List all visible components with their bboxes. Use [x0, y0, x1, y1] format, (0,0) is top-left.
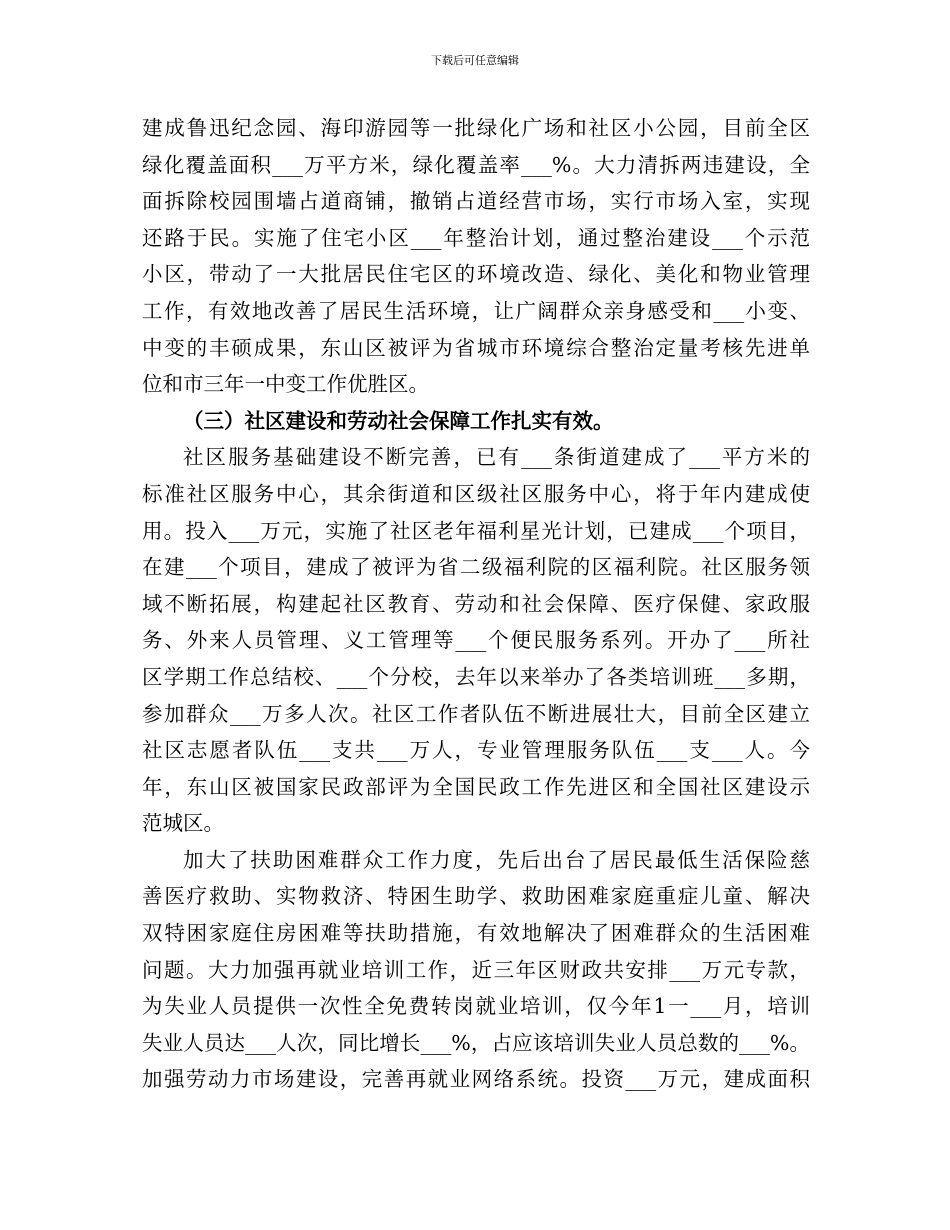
text-line: 用。投入___万元，实施了社区老年福利星光计划，已建成___个项目，	[142, 518, 810, 543]
text-line: 中变的丰硕成果，东山区被评为省城市环境综合整治定量考核先进单	[142, 335, 810, 360]
text-line: 区学期工作总结校、___个分校，去年以来举办了各类培训班___多期，	[142, 664, 810, 689]
document-body	[142, 110, 810, 1098]
text-line: 务、外来人员管理、义工管理等___个便民服务系列。开办了___所社	[142, 628, 810, 653]
text-line: 还路于民。实施了住宅小区___年整治计划，通过整治建设___个示范	[142, 225, 810, 250]
text-line: 建成鲁迅纪念园、海印游园等一批绿化广场和社区小公园，目前全区	[142, 116, 810, 140]
text-line: 绿化覆盖面积___万平方米，绿化覆盖率___%。大力清拆两违建设，全	[142, 152, 810, 177]
text-line: 在建___个项目，建成了被评为省二级福利院的区福利院。社区服务领	[142, 555, 810, 580]
text-line: 标准社区服务中心，其余街道和区级社区服务中心，将于年内建成使	[142, 481, 810, 506]
text-line: 加大了扶助困难群众工作力度，先后出台了居民最低生活保险慈	[183, 847, 810, 872]
text-line: 年，东山区被国家民政部评为全国民政工作先进区和全国社区建设示	[142, 774, 810, 799]
text-line: 范城区。	[142, 811, 224, 836]
text-line: 失业人员达___人次，同比增长___%，占应该培训失业人员总数的___%。	[142, 1030, 810, 1055]
section-heading: （三）社区建设和劳动社会保障工作扎实有效。	[183, 408, 614, 433]
text-line: 问题。大力加强再就业培训工作，近三年区财政共安排___万元专款，	[142, 957, 810, 982]
text-line: 加强劳动力市场建设，完善再就业网络系统。投资___万元，建成面积	[142, 1067, 810, 1092]
text-line: 为失业人员提供一次性全免费转岗就业培训，仅今年1一___月，培训	[142, 994, 810, 1019]
text-line: 社区服务基础建设不断完善，已有___条街道建成了___平方米的	[183, 445, 810, 470]
text-line: 面拆除校园围墙占道商铺，撤销占道经营市场，实行市场入室，实现	[142, 189, 810, 214]
text-line: 双特困家庭住房困难等扶助措施，有效地解决了困难群众的生活困难	[142, 921, 810, 946]
text-line: 工作，有效地改善了居民生活环境，让广阔群众亲身感受和___小变、	[142, 298, 810, 323]
text-line: 域不断拓展，构建起社区教育、劳动和社会保障、医疗保健、家政服	[142, 591, 810, 616]
text-line: 善医疗救助、实物救济、特困生助学、救助困难家庭重症儿童、解决	[142, 884, 810, 909]
page-header: 下载后可任意编辑	[431, 54, 519, 67]
text-line: 社区志愿者队伍___支共___万人，专业管理服务队伍___支___人。今	[142, 738, 810, 763]
text-line: 小区，带动了一大批居民住宅区的环境改造、绿化、美化和物业管理	[142, 262, 810, 287]
text-line: 参加群众___万多人次。社区工作者队伍不断进展壮大，目前全区建立	[142, 701, 810, 726]
text-line: 位和市三年一中变工作优胜区。	[142, 372, 429, 397]
